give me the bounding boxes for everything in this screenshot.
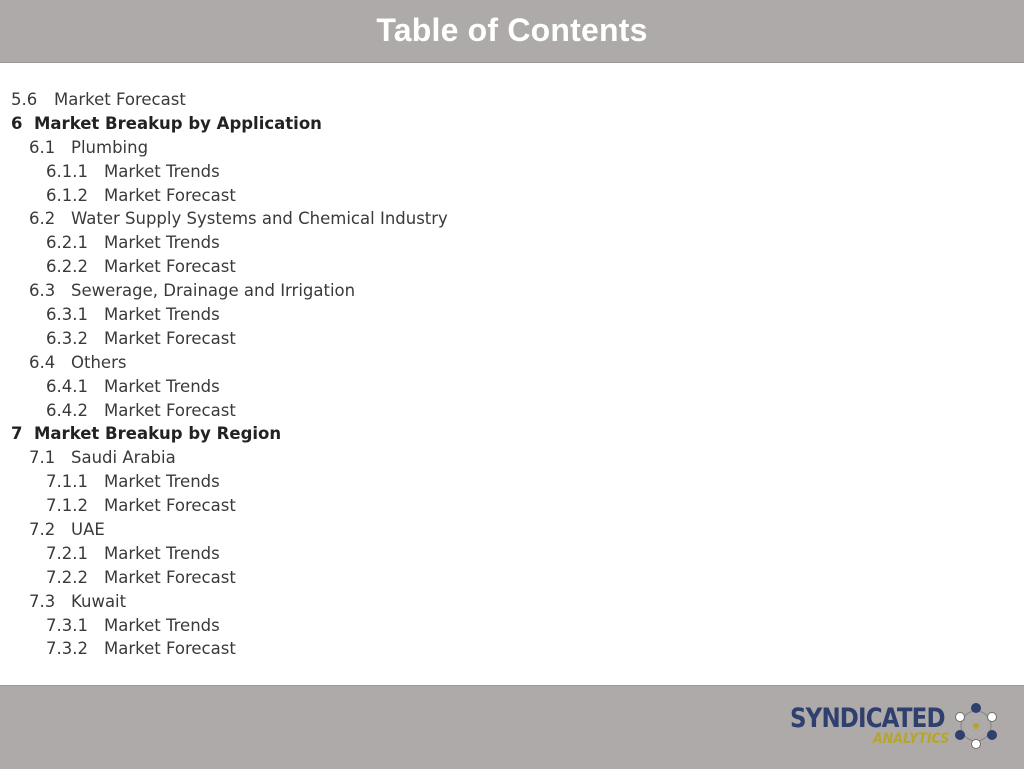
toc-entry <box>11 255 991 279</box>
toc-entry <box>11 327 991 351</box>
toc-entry-number: 7 <box>11 424 23 444</box>
toc-entry-number: 5.6 <box>11 90 38 109</box>
toc-entry <box>11 279 991 303</box>
toc-entry <box>11 375 991 399</box>
toc-entry-label: Market Forecast <box>104 185 236 205</box>
page-footer <box>0 685 1024 769</box>
toc-entry-number: 7.3 <box>29 591 56 611</box>
toc-entry-label: Market Trends <box>104 161 220 181</box>
toc-entry-number: 7.2.2 <box>46 567 88 587</box>
toc-entry-number: 7.1 <box>29 448 56 468</box>
toc-entry <box>11 637 991 661</box>
toc-entry <box>11 303 991 327</box>
toc-entry <box>11 446 991 470</box>
page-title: Table of Contents <box>376 11 648 48</box>
toc-entry-number: 6.4.1 <box>46 376 88 396</box>
toc-entry-label: Saudi Arabia <box>71 448 176 468</box>
toc-entry <box>11 566 991 590</box>
toc-entry-label: Kuwait <box>71 591 127 611</box>
toc-entry-number: 7.1.2 <box>46 496 88 516</box>
toc-entry-label: UAE <box>71 520 105 540</box>
toc-entry-label: Market Forecast <box>104 567 236 587</box>
toc-entry-number: 6.3 <box>29 281 56 301</box>
toc-entry <box>11 88 991 112</box>
toc-entry-number: 6.2.1 <box>46 233 88 253</box>
toc-entry-label: Market Forecast <box>104 400 236 420</box>
toc-entry-label: Market Trends <box>104 472 220 492</box>
toc-entry <box>11 184 991 208</box>
toc-entry-label: Market Trends <box>104 305 220 325</box>
toc-entry <box>11 470 991 494</box>
toc-entry-label: Others <box>71 352 127 372</box>
toc-entry-label: Market Forecast <box>104 639 236 659</box>
toc-entry <box>11 112 991 136</box>
toc-entry-label: Market Trends <box>104 615 220 635</box>
toc-entry-number: 6.3.2 <box>46 328 88 348</box>
toc-entry-number: 7.2 <box>29 520 56 540</box>
network-circle-icon <box>952 702 1000 750</box>
toc-entry <box>11 614 991 638</box>
toc-entry-label: Plumbing <box>71 137 149 157</box>
toc-entry <box>11 422 991 446</box>
toc-entry-number: 6.2.2 <box>46 257 88 277</box>
toc-entry <box>11 542 991 566</box>
toc-entry-number: 6.1.2 <box>46 185 88 205</box>
toc-entry-label: Market Trends <box>104 543 220 563</box>
toc-entry-label: Market Trends <box>104 233 220 253</box>
toc-entry-label: Market Forecast <box>104 328 236 348</box>
toc-entry-number: 6.3.1 <box>46 305 88 325</box>
logo-text-syndicated: SYNDICATED <box>790 703 945 734</box>
toc-entry-number: 7.1.1 <box>46 472 88 492</box>
toc-entry <box>11 160 991 184</box>
toc-entry-number: 6 <box>11 113 23 133</box>
toc-entry-label: Market Forecast <box>104 496 236 516</box>
toc-entry-label: Market Forecast <box>54 90 186 109</box>
toc-entry <box>11 518 991 542</box>
toc-entry-label: Sewerage, Drainage and Irrigation <box>71 281 356 301</box>
toc-entry-label: Water Supply Systems and Chemical Industry <box>71 209 448 229</box>
toc-entry <box>11 231 991 255</box>
toc-entry-number: 6.1.1 <box>46 161 88 181</box>
toc-entry <box>11 590 991 614</box>
toc-entry-number: 6.4.2 <box>46 400 88 420</box>
toc-entry <box>11 399 991 423</box>
toc-entry <box>11 136 991 160</box>
toc-entry-number: 7.2.1 <box>46 543 88 563</box>
toc-entry <box>11 494 991 518</box>
toc-entry-number: 6.1 <box>29 137 56 157</box>
page-header <box>0 0 1024 63</box>
toc-entry-label: Market Breakup by Application <box>34 113 322 133</box>
toc-entry-number: 7.3.1 <box>46 615 88 635</box>
toc-entry <box>11 351 991 375</box>
toc-entry <box>11 207 991 231</box>
toc-entry-label: Market Trends <box>104 376 220 396</box>
toc-entry-number: 6.4 <box>29 352 56 372</box>
toc-entry-number: 6.2 <box>29 209 56 229</box>
table-of-contents <box>11 88 991 661</box>
logo-text-analytics: ANALYTICS <box>873 731 950 747</box>
toc-entry-label: Market Breakup by Region <box>34 424 282 444</box>
toc-entry-number: 7.3.2 <box>46 639 88 659</box>
company-logo <box>790 702 1000 752</box>
toc-entry-label: Market Forecast <box>104 257 236 277</box>
